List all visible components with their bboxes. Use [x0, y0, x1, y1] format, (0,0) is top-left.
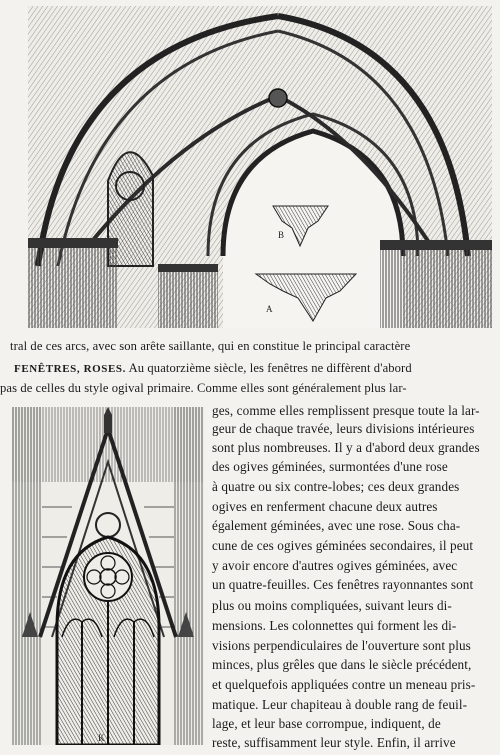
- figure-label-b: B: [278, 230, 285, 240]
- body-line: matique. Leur chapiteau à double rang de feuil-: [212, 697, 468, 712]
- figure-label-k: K: [98, 733, 105, 743]
- body-line: lage, et leur base corrompue, indiquent, de: [212, 716, 441, 731]
- section-first-line: [14, 358, 412, 379]
- window-drawing: [12, 407, 204, 745]
- section-heading: FENÊTRES, ROSES.: [14, 363, 126, 375]
- body-line: geur de chaque travée, leurs divisions intérieures: [212, 421, 475, 436]
- body-line: mensions. Les colonnettes qui forment les di-: [212, 618, 457, 633]
- window-engraving: [12, 407, 204, 745]
- section-second-line: pas de celles du style ogival primaire. Comme elles sont généralement plus lar-: [0, 381, 407, 395]
- body-line: minces, plus grêles que dans le siècle précédent,: [212, 657, 472, 672]
- body-line: y avoir encore d'autres ogives géminées, avec: [212, 558, 458, 573]
- figure-label-a: A: [266, 304, 273, 314]
- body-line: plus ou moins compliquées, suivant leurs di-: [212, 598, 452, 613]
- body-line: à quatre ou six contre-lobes; ces deux grandes: [212, 479, 460, 494]
- body-line: visions perpendiculaires de l'ouverture sont plus: [212, 638, 471, 653]
- body-line: reste, suffisamment leur style. Enfin, il arrive: [212, 735, 456, 750]
- body-line: et quelquefois appliquées contre un meneau pris-: [212, 677, 476, 692]
- body-line: un quatre-feuilles. Ces fenêtres rayonnantes sont: [212, 577, 474, 592]
- body-line: des ogives géminées, surmontées d'une rose: [212, 459, 448, 474]
- vault-drawing: [28, 6, 492, 328]
- body-line: ges, comme elles remplissent presque toute la lar-: [212, 403, 480, 418]
- section-first-line-text: Au quatorzième siècle, les fenêtres ne diffèrent d'abord: [128, 361, 412, 375]
- body-line: sont plus nombreuses. Il y a d'abord deux grandes: [212, 440, 480, 455]
- body-line: également géminées, avec une rose. Sous cha-: [212, 518, 461, 533]
- body-line: cune de ces ogives géminées secondaires, il peut: [212, 538, 474, 553]
- body-line: ogives en renferment chacune deux autres: [212, 499, 438, 514]
- vault-engraving: [28, 6, 492, 328]
- continuation-line: tral de ces arcs, avec son arête saillante, qui en constitue le principal caractère: [10, 339, 411, 353]
